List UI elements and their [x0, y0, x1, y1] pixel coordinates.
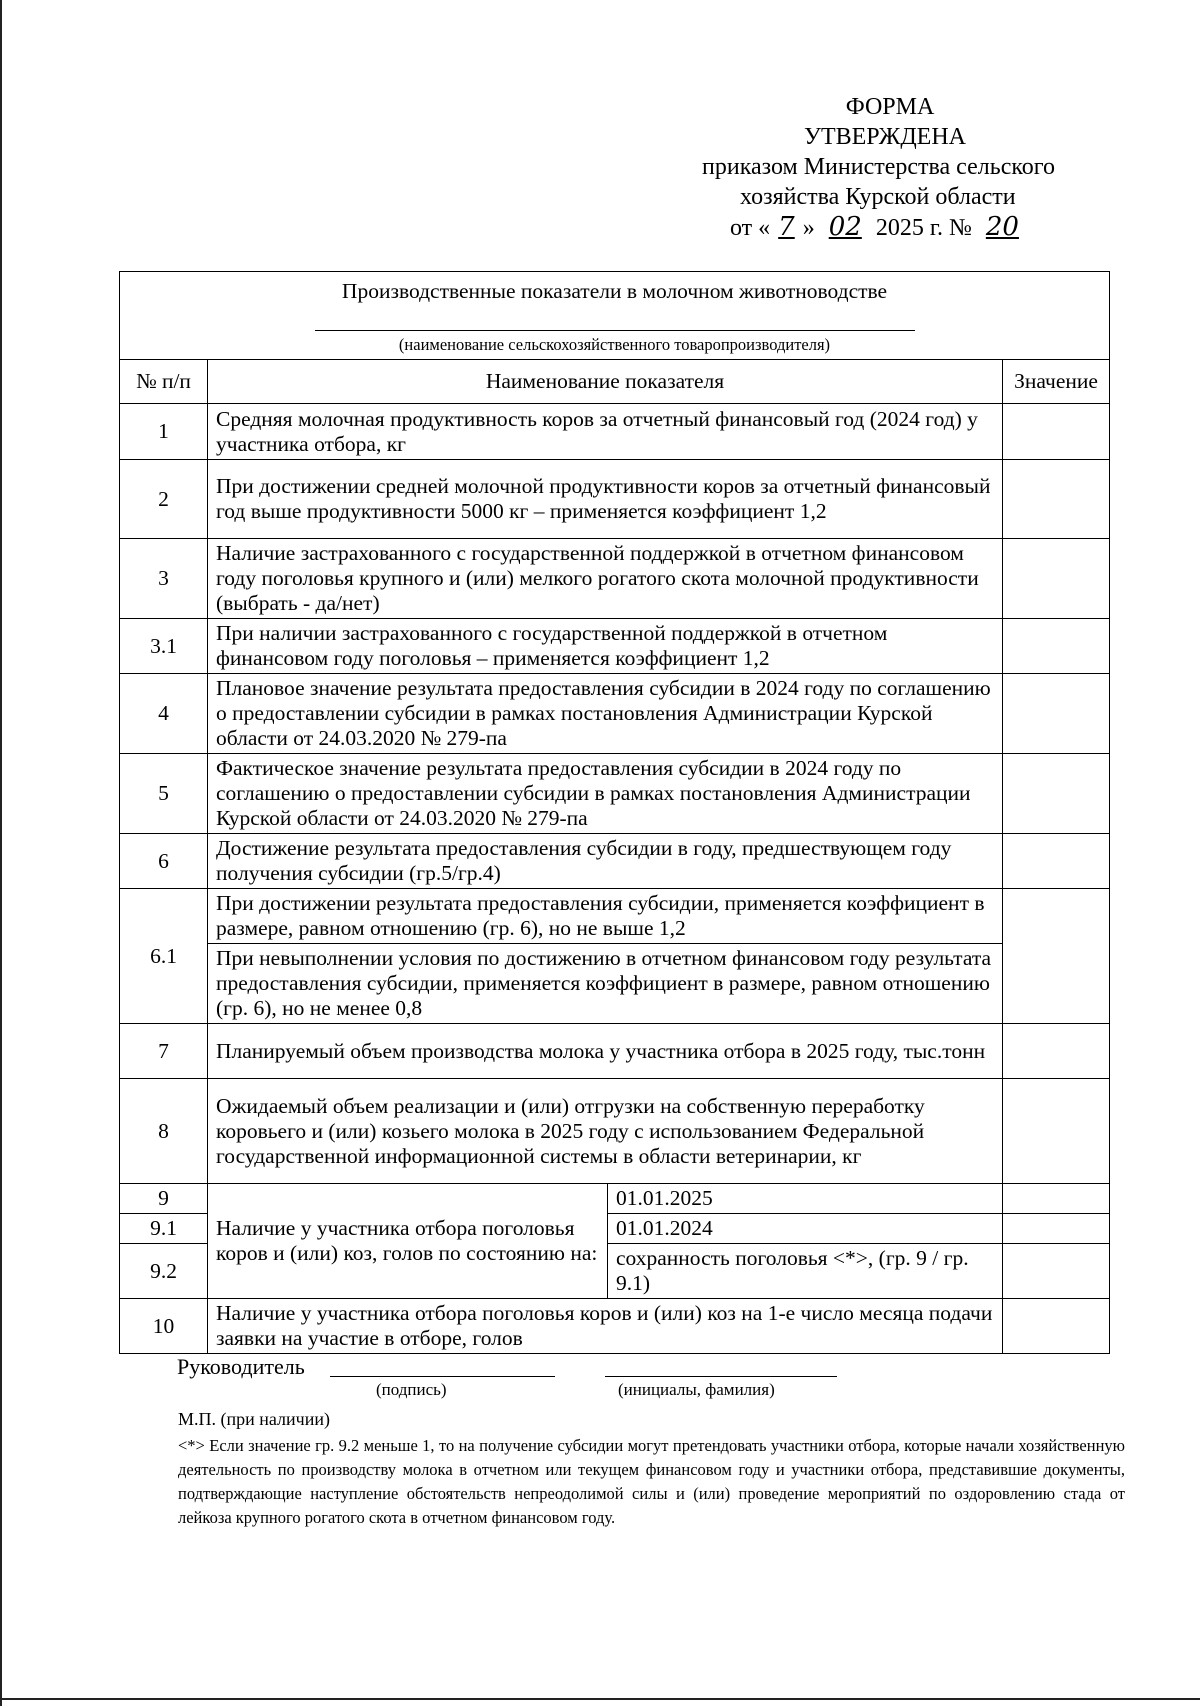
row-num: 10 [120, 1299, 208, 1354]
row-value-cell[interactable] [1003, 1184, 1110, 1214]
row-num: 9 [120, 1184, 208, 1214]
row-name: Наличие у участника отбора поголовья коров и (или) коз на 1-е число месяца подачи заявки на участие в отборе, голов [208, 1299, 1003, 1354]
table-title-cell [120, 272, 1110, 360]
name-caption: (инициалы, фамилия) [618, 1380, 775, 1399]
row-name: Плановое значение результата предоставления субсидии в 2024 году по соглашению о предоставлении субсидии в рамках постановления Администрации Курской области от 24.03.2020 № 279-па [208, 674, 1003, 754]
approval-stamp [640, 92, 1120, 243]
table-row [120, 539, 1110, 619]
row-value-cell[interactable] [1003, 1214, 1110, 1244]
approval-ministry: хозяйства Курской области [740, 184, 1016, 210]
table-title-row [120, 272, 1110, 360]
row-value-cell[interactable] [1003, 460, 1110, 539]
row-num: 6 [120, 834, 208, 889]
table-row [120, 1299, 1110, 1354]
row-value-cell[interactable] [1003, 889, 1110, 1024]
table-row [120, 889, 1110, 944]
table-row [120, 460, 1110, 539]
row-num: 7 [120, 1024, 208, 1079]
row-value-cell[interactable] [1003, 619, 1110, 674]
signature-caption: (подпись) [376, 1380, 447, 1399]
approval-form: ФОРМА [845, 94, 935, 120]
header-num: № п/п [120, 360, 208, 404]
scan-left-edge [0, 0, 2, 1706]
approval-date [640, 212, 1120, 243]
row-num: 5 [120, 754, 208, 834]
signature-head: Руководитель [177, 1354, 305, 1379]
row-value-cell[interactable] [1003, 1024, 1110, 1079]
row-num: 9.1 [120, 1214, 208, 1244]
row-num: 9.2 [120, 1244, 208, 1299]
row92-sub-text: сохранность поголовья <*>, (гр. 9 / гр. 9.1) [608, 1244, 1003, 1299]
row-num: 1 [120, 404, 208, 460]
date-suffix: 2025 г. № [875, 215, 972, 241]
signature-field[interactable] [330, 1376, 555, 1377]
producer-name-caption: (наименование сельскохозяйственного товаропроизводителя) [398, 334, 831, 354]
row-num: 3.1 [120, 619, 208, 674]
row-name: Планируемый объем производства молока у участника отбора в 2025 году, тыс.тонн [208, 1024, 1003, 1079]
row9-label: Наличие у участника отбора поголовья коров и (или) коз, голов по состоянию на: [208, 1184, 608, 1299]
table-row [120, 1184, 1110, 1214]
table-row [120, 404, 1110, 460]
table-row [120, 834, 1110, 889]
row-value-cell[interactable] [1003, 539, 1110, 619]
table-row [120, 619, 1110, 674]
footnote: <*> Если значение гр. 9.2 меньше 1, то на получение субсидии могут претендовать участники отбора, которые начали хозяйственную деятельность по производству молока в отчетном или текущем финансовом году и участники отбора, представившие документы, подтверждающие наступление обстоятельств непреодолимой силы и (или) проведение мероприятий по оздоровлению стада от лейкоза крупного рогатого скота в отчетном финансовом году. [178, 1436, 1125, 1527]
row-name: Наличие застрахованного с государственной поддержкой в отчетном финансовом году поголовья крупного и (или) мелкого рогатого скота молочной продуктивности (выбрать - да/нет) [208, 539, 1003, 619]
row-num: 8 [120, 1079, 208, 1184]
table-row [120, 754, 1110, 834]
indicators-table [119, 271, 1110, 1354]
row-name-a: При достижении результата предоставления субсидии, применяется коэффициент в размере, равном отношению (гр. 6), но не выше 1,2 [208, 889, 1003, 944]
table-row [120, 1024, 1110, 1079]
row-value-cell[interactable] [1003, 674, 1110, 754]
date-mid: » [802, 215, 815, 241]
date-month: 02 [828, 212, 862, 242]
table-row [120, 1079, 1110, 1184]
row-name: При достижении средней молочной продуктивности коров за отчетный финансовый год выше продуктивности 5000 кг – применяется коэффициент 1,2 [208, 460, 1003, 539]
row9-sub-date: 01.01.2025 [608, 1184, 1003, 1214]
scan-bottom-edge [0, 1698, 1200, 1700]
row-name: Ожидаемый объем реализации и (или) отгрузки на собственную переработку коровьего и (или) козьего молока в 2025 году с использованием Федеральной государственной информационной системы в области ветеринарии, кг [208, 1079, 1003, 1184]
stamp-place: М.П. (при наличии) [178, 1409, 330, 1429]
table-title: Производственные показатели в молочном животноводстве [341, 278, 888, 303]
approval-approved: УТВЕРЖДЕНА [803, 124, 967, 150]
header-value: Значение [1003, 360, 1110, 404]
row-num: 4 [120, 674, 208, 754]
row91-sub-date: 01.01.2024 [608, 1214, 1003, 1244]
date-day: 7 [778, 212, 795, 242]
table-row [120, 674, 1110, 754]
header-name: Наименование показателя [208, 360, 1003, 404]
row-value-cell[interactable] [1003, 1244, 1110, 1299]
row-name: Достижение результата предоставления субсидии в году, предшествующем году получения субсидии (гр.5/гр.4) [208, 834, 1003, 889]
row-value-cell[interactable] [1003, 404, 1110, 460]
row-num: 3 [120, 539, 208, 619]
date-prefix: от « [730, 215, 771, 241]
row-name: Фактическое значение результата предоставления субсидии в 2024 году по соглашению о предоставлении субсидии в рамках постановления Администрации Курской области от 24.03.2020 № 279-па [208, 754, 1003, 834]
row-num: 2 [120, 460, 208, 539]
row-value-cell[interactable] [1003, 754, 1110, 834]
row-value-cell[interactable] [1003, 1299, 1110, 1354]
row-value-cell[interactable] [1003, 1079, 1110, 1184]
table-row [120, 944, 1110, 1024]
row-name: При наличии застрахованного с государственной поддержкой в отчетном финансовом году поголовья – применяется коэффициент 1,2 [208, 619, 1003, 674]
row-name: Средняя молочная продуктивность коров за отчетный финансовый год (2024 год) у участника отбора, кг [208, 404, 1003, 460]
row-name-b: При невыполнении условия по достижению в отчетном финансовом году результата предоставления субсидии, применяется коэффициент в размере, равном отношению (гр. 6), но не менее 0,8 [208, 944, 1003, 1024]
row-value-cell[interactable] [1003, 834, 1110, 889]
name-field[interactable] [605, 1376, 837, 1377]
row-num: 6.1 [120, 889, 208, 1024]
producer-name-field[interactable] [315, 330, 915, 331]
table-header-row [120, 360, 1110, 404]
order-number: 20 [985, 212, 1019, 242]
approval-order: приказом Министерства сельского [702, 154, 1056, 180]
